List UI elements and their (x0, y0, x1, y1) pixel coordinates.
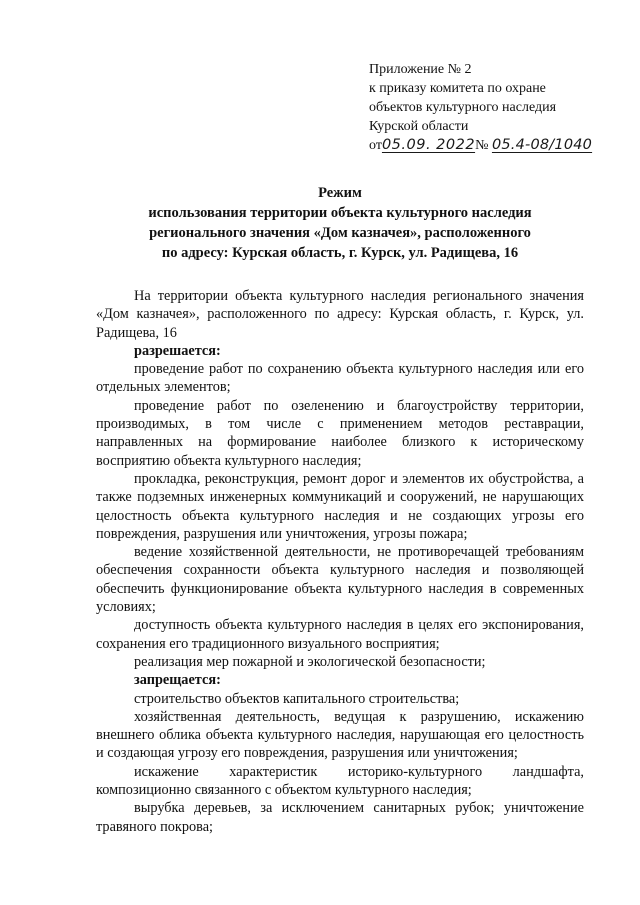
appendix-region-line: Курской области (369, 119, 469, 134)
document-title (90, 183, 590, 263)
forbidden-item: хозяйственная деятельность, ведущая к разрушению, искажению внешнего облика объекта культурного наследия, нарушающая его целостность и создающая угрозу его повреждения, разрушения или уничтожения; (96, 708, 584, 762)
allowed-item: проведение работ по сохранению объекта культурного наследия или его отдельных элементов; (96, 361, 584, 396)
appendix-title: Приложение № 2 (369, 62, 472, 77)
title-line-3: регионального значения «Дом казначея», расположенного (149, 225, 531, 241)
document-body (96, 287, 584, 836)
appendix-order-line: к приказу комитета по охране (369, 81, 546, 96)
allowed-item: проведение работ по озеленению и благоустройству территории, производимых, в том числе с применением методов реставрации, направленных на формирование наиболее близкого к историческому восприятию объекта культурного наследия; (96, 397, 584, 469)
appendix-committee-line: объектов культурного наследия (369, 100, 557, 115)
title-line-1: Режим (318, 185, 362, 201)
forbidden-item: строительство объектов капитального строительства; (134, 690, 460, 707)
title-line-2: использования территории объекта культурного наследия (148, 205, 532, 221)
number-sign: № (475, 138, 489, 153)
appendix-header (369, 60, 619, 155)
forbidden-label: запрещается: (134, 672, 221, 689)
title-line-4: по адресу: Курская область, г. Курск, ул. Радищева, 16 (161, 245, 519, 261)
forbidden-item: искажение характеристик историко-культурного ландшафта, композиционно связанного с объектом культурного наследия; (96, 763, 584, 799)
allowed-label: разрешается: (134, 342, 221, 359)
allowed-item: ведение хозяйственной деятельности, не противоречащей требованиям обеспечения сохранности объекта культурного наследия и позволяющей обеспечить функционирование объекта культурного наследия в современных условиях; (96, 544, 584, 616)
intro-paragraph: На территории объекта культурного наследия регионального значения «Дом казначея», расположенного по адресу: Курская область, г. Курск, ул. Радищева, 16 (96, 288, 584, 341)
date-prefix: от (369, 138, 382, 153)
appendix-date-number-line (369, 136, 619, 155)
allowed-item: доступность объекта культурного наследия в целях его экспонирования, сохранения его традиционного визуального восприятия; (96, 617, 584, 652)
handwritten-date: 05.09. 2022 (381, 137, 476, 153)
allowed-item: прокладка, реконструкция, ремонт дорог и элементов их обустройства, а также подземных инженерных коммуникаций и сооружений, не нарушающих целостность объекта культурного наследия и не создающих угрозы его повреждения, разрушения или уничтожения, угрозы пожара; (96, 470, 584, 542)
forbidden-item: вырубка деревьев, за исключением санитарных рубок; уничтожение травяного покрова; (96, 800, 584, 835)
handwritten-number: 05.4-08/1040 (491, 137, 593, 153)
allowed-item: реализация мер пожарной и экологической безопасности; (134, 653, 486, 670)
